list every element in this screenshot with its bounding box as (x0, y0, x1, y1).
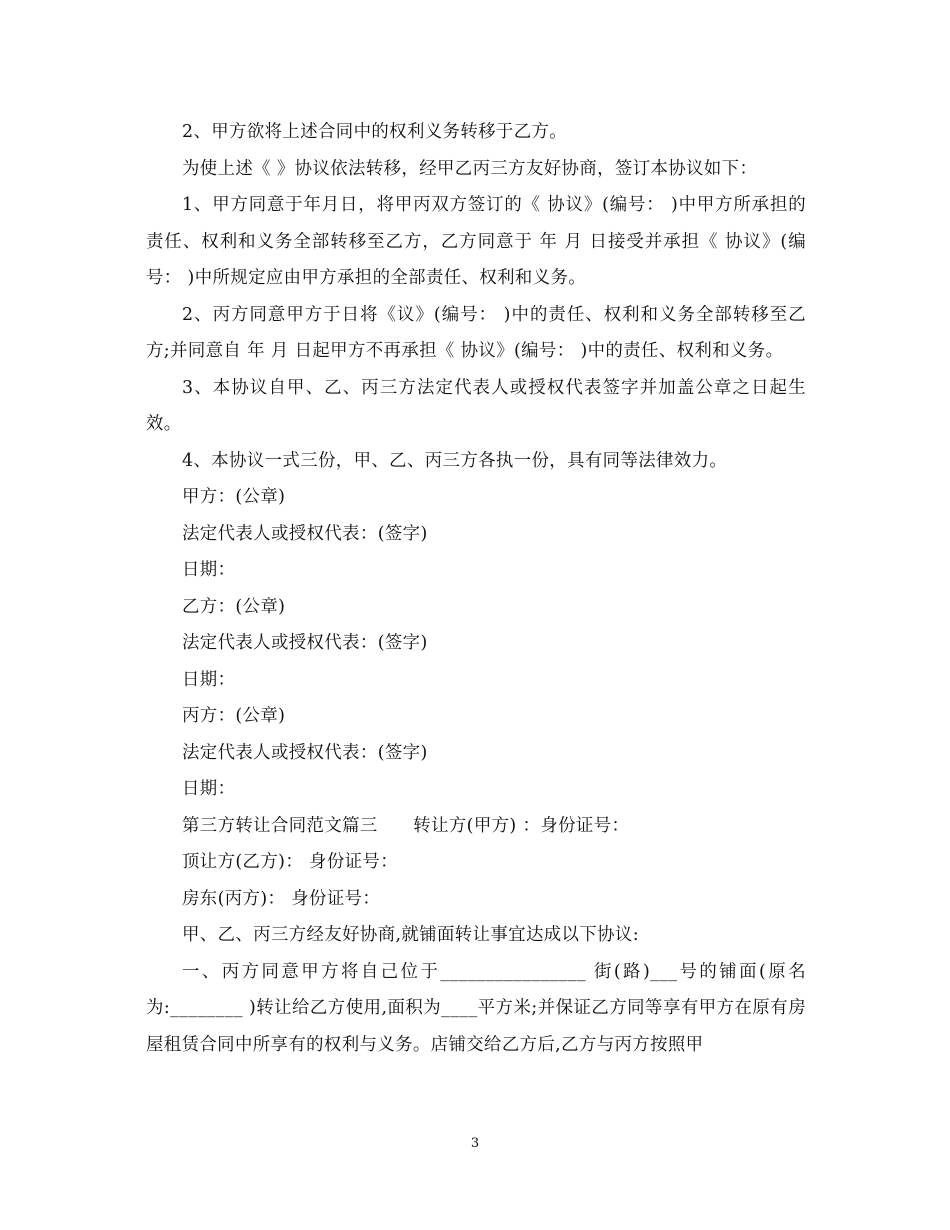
party-a-seal-line: 甲方：(公章) (182, 487, 286, 507)
agreement-intro: 甲、乙、丙三方经友好协商,就铺面转让事宜达成以下协议: (182, 925, 639, 945)
party-a-date-line: 日期： (182, 560, 236, 580)
shop-transfer-clause-1: 一、丙方同意甲方将自己位于________________ 街(路)___号的铺面(原名为:________ )转让给乙方使用,面积为____平方米;并保证乙方同等享有甲方在原有房屋租赁合同中所享有的权利与义务。店铺交给乙方后,乙方与丙方按照甲 (146, 961, 806, 1055)
paragraph-clause-4: 4、本协议一式三份，甲、乙、丙三方各执一份，具有同等法律效力。 (182, 450, 728, 471)
paragraph-transfer-intent: 2、甲方欲将上述合同中的权利义务转移于乙方。 (182, 122, 568, 142)
party-c-date-line: 日期： (182, 779, 236, 799)
paragraph-clause-1: 1、甲方同意于年月日，将甲丙双方签订的《 协议》(编号： )中甲方所承担的责任、权利和义务全部转移至乙方，乙方同意于 年 月 日接受并承担《 协议》(编号： )中所规定应由甲方承担的全部责任、权利和义务。 (146, 195, 806, 288)
paragraph-clause-3: 3、本协议自甲、乙、丙三方法定代表人或授权代表签字并加盖公章之日起生效。 (146, 377, 806, 434)
paragraph-agreement-preamble: 为使上述《 》协议依法转移，经甲乙丙三方友好协商，签订本协议如下： (182, 158, 758, 179)
transferee-line: 顶让方(乙方)： 身份证号： (182, 852, 398, 872)
paragraph-clause-2: 2、丙方同意甲方于日将《议》(编号： )中的责任、权利和义务全部转移至乙方;并同意自 年 月 日起甲方不再承担《 协议》(编号： )中的责任、权利和义务。 (146, 304, 806, 361)
document-body (146, 114, 806, 1063)
party-c-seal-line: 丙方：(公章) (182, 706, 286, 726)
party-b-date-line: 日期： (182, 669, 236, 690)
party-b-seal-line: 乙方：(公章) (182, 596, 286, 617)
party-c-signature-line: 法定代表人或授权代表：(签字) (182, 742, 428, 763)
page-number: 3 (470, 1136, 480, 1151)
party-b-signature-line: 法定代表人或授权代表：(签字) (182, 633, 428, 653)
party-a-signature-line: 法定代表人或授权代表：(签字) (182, 523, 428, 544)
section-heading-template-3: 第三方转让合同范文篇三 转让方(甲方) ：身份证号： (182, 815, 630, 836)
landlord-line: 房东(丙方)： 身份证号： (182, 888, 381, 909)
